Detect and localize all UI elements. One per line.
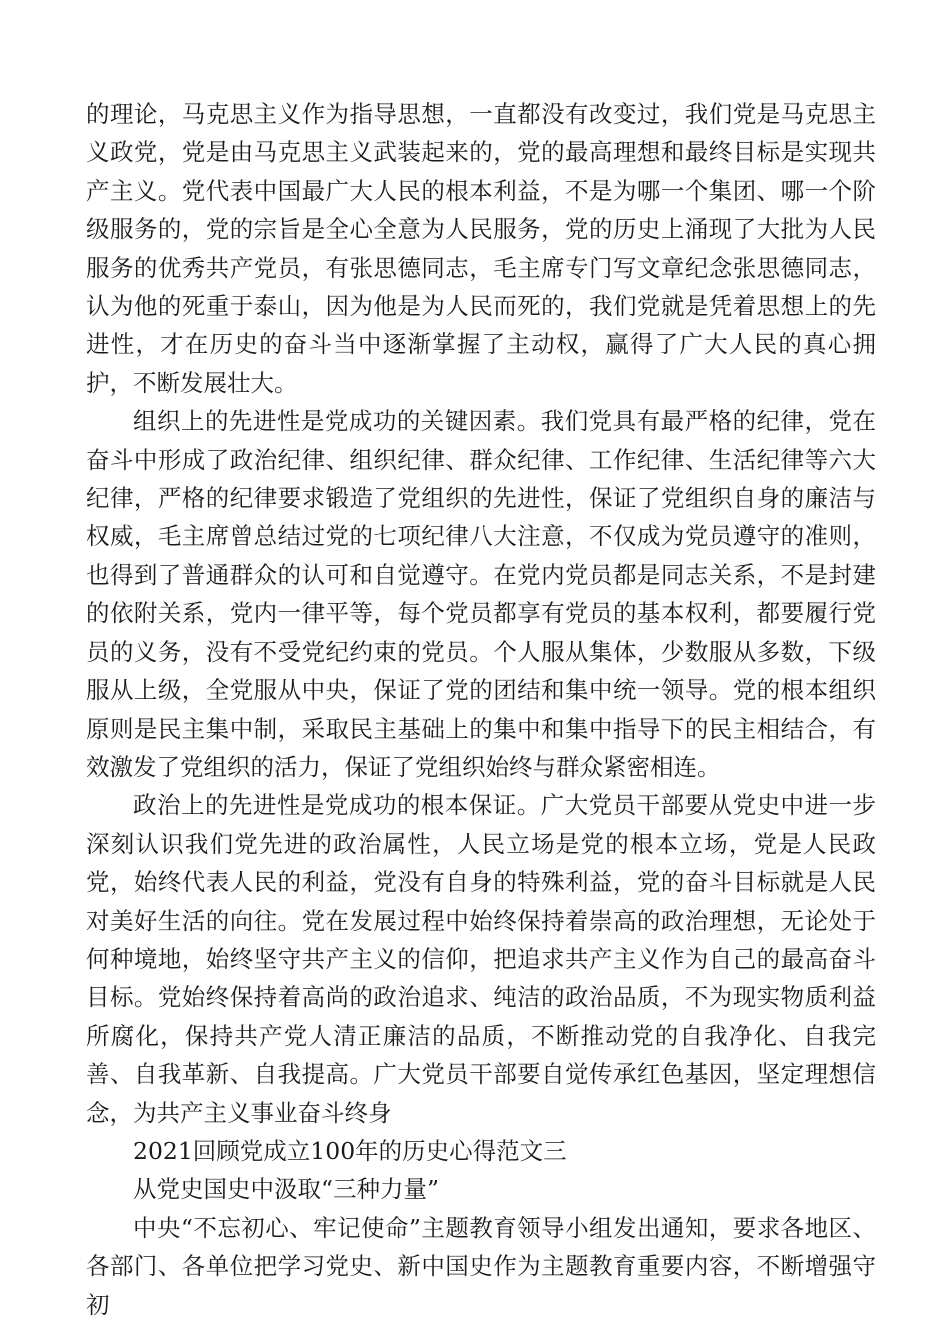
paragraph-ideological-advancement: 的理论，马克思主义作为指导思想，一直都没有改变过，我们党是马克思主义政党，党是由马克思主义武装起来的，党的最高理想和最终目标是实现共产主义。党代表中国最广大人民的根本利益，不是为哪一个集团、哪一个阶级服务的，党的宗旨是全心全意为人民服务，党的历史上涌现了大批为人民服务的优秀共产党员，有张思德同志，毛主席专门写文章纪念张思德同志，认为他的死重于泰山，因为他是为人民而死的，我们党就是凭着思想上的先进性，才在历史的奋斗当中逐渐掌握了主动权，赢得了广大人民的真心拥护，不断发展壮大。 (86, 100, 876, 397)
paragraph-political-advancement: 政治上的先进性是党成功的根本保证。广大党员干部要从党史中进一步深刻认识我们党先进的政治属性，人民立场是党的根本立场，党是人民政党，始终代表人民的利益，党没有自身的特殊利益，党的奋斗目标就是人民对美好生活的向往。党在发展过程中始终保持着崇高的政治理想，无论处于何种境地，始终坚守共产主义的信仰，把追求共产主义作为自己的最高奋斗目标。党始终保持着高尚的政治追求、纯洁的政治品质，不为现实物质利益所腐化，保持共产党人清正廉洁的品质，不断推动党的自我净化、自我完善、自我革新、自我提高。广大党员干部要自觉传承红色基因，坚定理想信念，为共产主义事业奋斗终身 (86, 791, 876, 1127)
essay-title: 从党史国史中汲取“三种力量” (133, 1175, 440, 1204)
document-body (86, 95, 876, 1324)
paragraph-central-notice: 中央“不忘初心、牢记使命”主题教育领导小组发出通知，要求各地区、各部门、各单位把学习党史、新中国史作为主题教育重要内容，不断增强守初 (86, 1213, 876, 1319)
paragraph-organizational-advancement: 组织上的先进性是党成功的关键因素。我们党具有最严格的纪律，党在奋斗中形成了政治纪律、组织纪律、群众纪律、工作纪律、生活纪律等六大纪律，严格的纪律要求锻造了党组织的先进性，保证了党组织自身的廉洁与权威，毛主席曾总结过党的七项纪律八大注意，不仅成为党员遵守的准则，也得到了普通群众的认可和自觉遵守。在党内党员都是同志关系，不是封建的依附关系，党内一律平等，每个党员都享有党员的基本权利，都要履行党员的义务，没有不受党纪约束的党员。个人服从集体，少数服从多数，下级服从上级，全党服从中央，保证了党的团结和集中统一领导。党的根本组织原则是民主集中制，采取民主基础上的集中和集中指导下的民主相结合，有效激发了党组织的活力，保证了党组织始终与群众紧密相连。 (86, 407, 876, 781)
section-heading-essay-three: 2021回顾党成立100年的历史心得范文三 (133, 1136, 567, 1165)
